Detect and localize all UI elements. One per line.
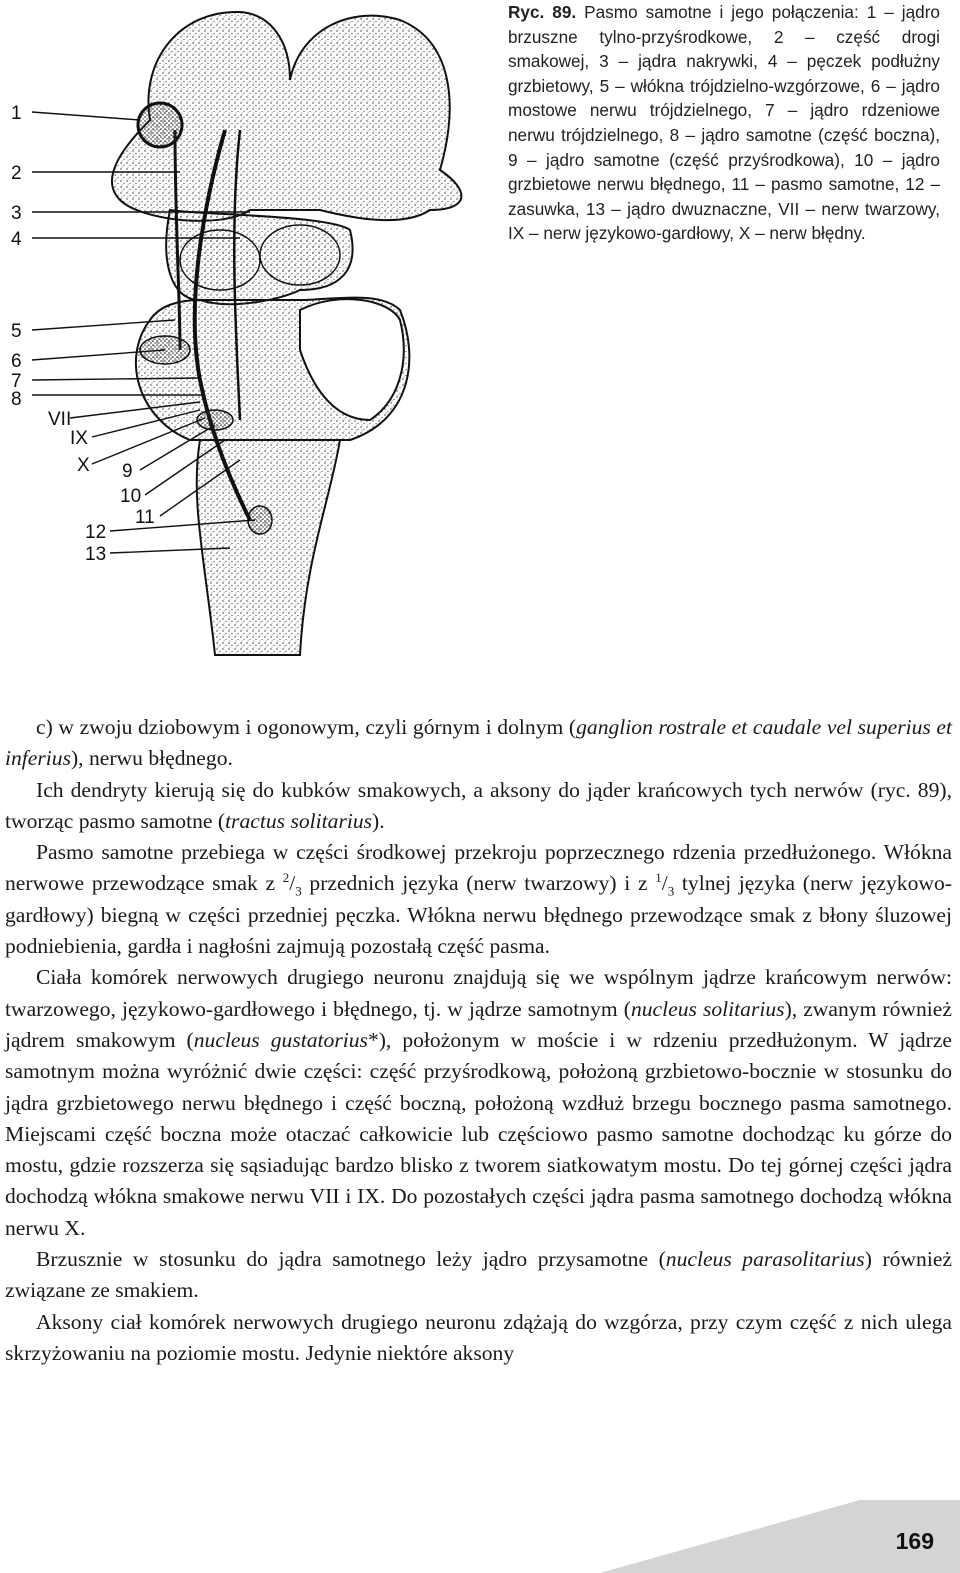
label-13: 13 (85, 544, 107, 565)
brainstem-figure (0, 0, 500, 670)
label-3: 3 (11, 203, 22, 224)
brainstem-illustration (0, 0, 500, 670)
medulla-shape (197, 440, 340, 655)
superior-colliculus (180, 230, 260, 290)
figure-number: Ryc. 89. (508, 2, 577, 22)
label-X: X (77, 455, 90, 476)
paragraph: Ich dendryty kierują się do kubków smakowych, a aksony do jąder krańcowych tych nerwów (ryc. 89), tworząc pasmo samotne (tractus solitarius). (5, 777, 952, 833)
caption-text: Pasmo samotne i jego połączenia: 1 – jądro brzuszne tylno-przyśrodkowe, 2 – część drogi smakowej, 3 – jądra nakrywki, 4 – pęczek podłużny grzbietowy, 5 – włókna trójdzielno-wzgórzowe, 6 – jądro mostowe nerwu trójdzielnego, 7 – jądro rdzeniowe nerwu trójdzielnego, 8 – jądro samotne (część boczna), 9 – jądro samotne (część przyśrodkowa), 10 – jądro grzbietowe nerwu błędnego, 11 – pasmo samotne, 12 – zasuwka, 13 – jądro dwuznaczne, VII – nerw twarzowy, IX – nerw językowo-gardłowy, X – nerw błędny. (508, 2, 940, 244)
paragraph: Ciała komórek nerwowych drugiego neuronu znajdują się we wspólnym jądrze krańcowym nerwów: twarzowego, językowo-gardłowego i błędnego, tj. w jądrze samotnym (nucleus solitarius), zwanym również jądrem smakowym (nucleus gustatorius*), położonym w moście i w rdzeniu przedłużonym. W jądrze samotnym można wyróżnić dwie części: część przyśrodkową, położoną grzbietowo-bocznie w stosunku do jądra grzbietowego nerwu błędnego i część boczną, położoną wzdłuż brzegu bocznego pasma samotnego. Miejscami część boczna może otaczać całkowicie lub częściowo pasmo samotne dochodząc ku górze do mostu, gdzie rozszerza się sąsiadując bardzo blisko z tworem siatkowatym mostu. Do tej górnej części jądra dochodzą włókna smakowe nerwu VII i IX. Do pozostałych części jądra pasma samotnego dochodzą włókna nerwu X. (5, 965, 953, 1240)
footer-band (0, 1500, 960, 1573)
paragraph: Aksony ciał komórek nerwowych drugiego neuronu zdążają do wzgórza, przy czym część z nich ulega skrzyżowaniu na poziomie mostu. Jedynie niektóre aksony (5, 1309, 952, 1365)
label-6: 6 (11, 351, 22, 372)
label-9: 9 (122, 461, 133, 482)
label-IX: IX (70, 428, 88, 449)
label-1: 1 (11, 103, 22, 124)
label-10: 10 (120, 486, 142, 507)
label-2: 2 (11, 163, 22, 184)
label-11: 11 (135, 507, 155, 528)
paragraph: Brzusznie w stosunku do jądra samotnego leży jądro przysamotne (nucleus parasolitarius) również związane ze smakiem. (5, 1247, 952, 1303)
inferior-colliculus (260, 225, 340, 285)
page-number: 169 (895, 1528, 934, 1554)
label-VII: VII (48, 409, 72, 430)
ventral-posteromedial-nucleus (138, 103, 182, 147)
label-8: 8 (11, 389, 22, 410)
body-text (5, 712, 952, 1369)
paragraph: c) w zwoju dziobowym i ogonowym, czyli górnym i dolnym (ganglion rostrale et caudale vel superius et inferius), nerwu błędnego. (5, 715, 952, 771)
figure-caption (508, 0, 940, 246)
label-7: 7 (11, 371, 22, 392)
solitary-nucleus-shape (197, 410, 233, 430)
label-5: 5 (11, 321, 22, 342)
label-12: 12 (85, 522, 107, 543)
paragraph: Pasmo samotne przebiega w części środkowej przekroju poprzecznego rdzenia przedłużonego. Włókna nerwowe przewodzące smak z $^2/_3$ przednich języka (nerw twarzowy) i z $^1/_3$ tylnej języka (nerw językowo-gardłowy) biegną w części przedniej pęczka. Włókna nerwu błędnego przewodzące smak z błony śluzowej podniebienia, gardła i nagłośni zajmują pozostałą część pasma. (5, 840, 952, 959)
label-4: 4 (11, 229, 22, 250)
